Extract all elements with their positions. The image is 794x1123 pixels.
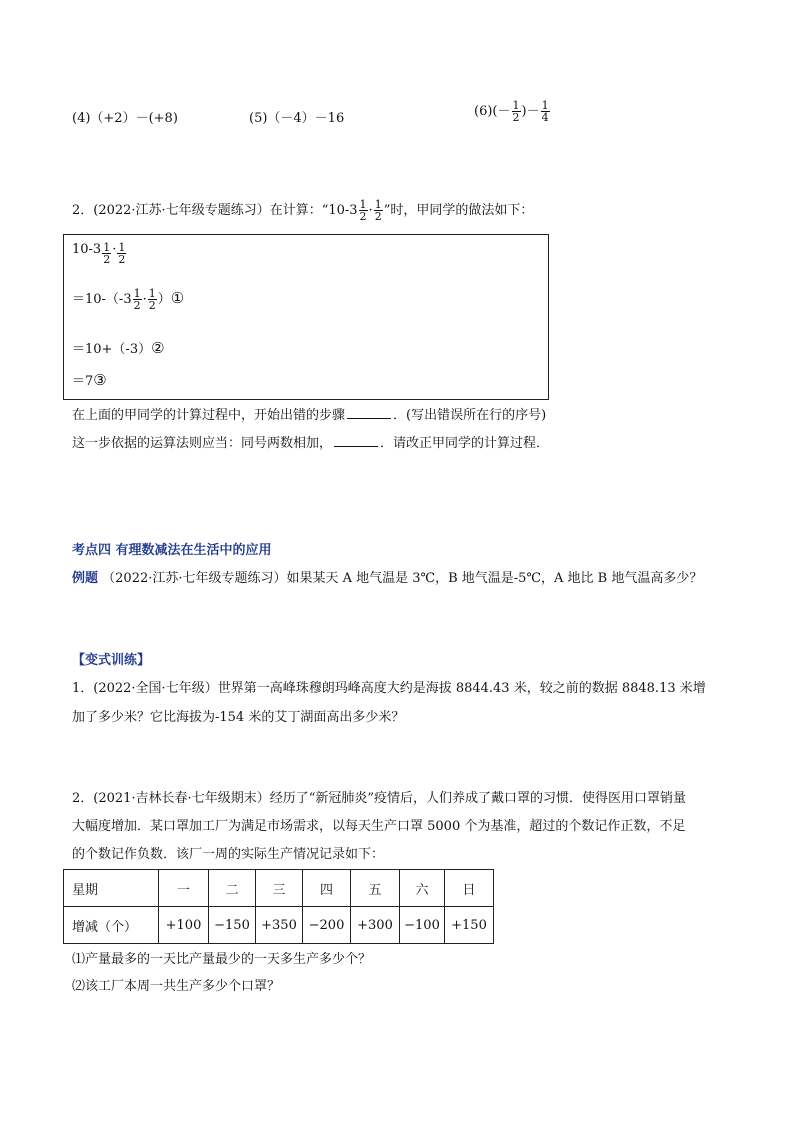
step-1-fraction-2: $\frac{1}{2}$ (148, 287, 156, 312)
sub-question-2: ⑵该工厂本周一共生产多少个口罩？ (72, 979, 281, 994)
table-day: 五 (351, 870, 400, 907)
question-2-fraction-2: $\frac{1}{2}$ (374, 198, 382, 223)
step-2: ＝10+（-3）② (72, 339, 165, 357)
variant-q2-line-2: 大幅度增加．某口罩加工厂为满足市场需求，以每天生产口罩 5000 个为基准，超过的个数记作正数，不足 (72, 819, 686, 834)
section-4-heading: 考点四 有理数减法在生活中的应用 (72, 543, 272, 558)
problem-6 (474, 100, 551, 123)
table-day: 三 (256, 870, 303, 907)
table-value: +100 (159, 907, 209, 944)
question-2-line-1: 在上面的甲同学的计算过程中，开始出错的步骤 ．(写出错误所在行的序号) (72, 408, 547, 423)
problem-6-mid: )－ (521, 104, 540, 119)
question-2-intro: 2．(2022·江苏·七年级专题练习）在计算：“10-3 $\frac{1}{2}$ · $\frac{1}{2}$ ”时，甲同学的做法如下： (72, 198, 534, 223)
variant-q1-line-2: 加了多少米？它比海拔为-154 米的艾丁湖面高出多少米？ (72, 710, 405, 725)
question-2-tail: ”时，甲同学的做法如下： (383, 203, 534, 218)
problem-5: (5)（－4）－16 (249, 111, 345, 126)
problem-6-fraction-1: $\frac{1}{2}$ (512, 99, 520, 124)
step-3: ＝7③ (72, 371, 107, 389)
table-day: 四 (303, 870, 351, 907)
table-value: −100 (400, 907, 445, 944)
table-value: +150 (445, 907, 494, 944)
example-label: 例题 (72, 571, 99, 586)
production-table (63, 869, 494, 944)
table-value: −150 (209, 907, 256, 944)
step-1-fraction: $\frac{1}{2}$ (133, 287, 141, 312)
table-day: 一 (159, 870, 209, 907)
variant-q1-line-1: 1．(2022·全国·七年级）世界第一高峰珠穆朗玛峰高度大约是海拔 8844.43 米，较之前的数据 8848.13 米增 (72, 681, 706, 696)
table-row-label: 增减（个） (64, 907, 159, 944)
variant-q2-line-3: 的个数记作负数．该厂一周的实际生产情况记录如下： (72, 847, 385, 862)
step-0-fraction-2: $\frac{1}{2}$ (118, 241, 126, 266)
step-0: 10-3 $\frac{1}{2}$ · $\frac{1}{2}$ (72, 241, 126, 266)
step-3-marker: ③ (93, 371, 107, 389)
answer-blank-1[interactable] (347, 406, 391, 419)
example-text: （2022·江苏·七年级专题练习）如果某天 A 地气温是 3℃，B 地气温是-5℃，A 地比 B 地气温高多少？ (102, 571, 703, 586)
problem-4: (4)（+2）－(+8) (72, 111, 178, 126)
table-header-label: 星期 (64, 870, 159, 907)
table-value: −200 (303, 907, 351, 944)
table-header-row (64, 870, 494, 907)
table-value: +350 (256, 907, 303, 944)
question-2-lead: 2．(2022·江苏·七年级专题练习）在计算：“10-3 (72, 203, 358, 218)
table-day: 日 (445, 870, 494, 907)
variant-q2-line-1: 2．(2021·吉林长春·七年级期末）经历了“新冠肺炎”疫情后，人们养成了戴口罩的习惯．使得医用口罩销量 (72, 791, 686, 806)
example-line (72, 567, 702, 586)
table-value: +300 (351, 907, 400, 944)
problem-6-fraction-2: $\frac{1}{4}$ (541, 99, 549, 124)
answer-blank-2[interactable] (334, 434, 378, 447)
variant-heading: 【变式训练】 (72, 653, 151, 668)
step-2-marker: ② (151, 339, 165, 357)
table-day: 二 (209, 870, 256, 907)
question-2-line-2: 这一步依据的运算法则应当：同号两数相加， ．请改正甲同学的计算过程． (72, 436, 550, 451)
problem-6-prefix: (6)(－ (474, 104, 511, 119)
step-1: ＝10-（-3 $\frac{1}{2}$ · $\frac{1}{2}$ ）① (72, 287, 185, 312)
step-0-fraction: $\frac{1}{2}$ (103, 241, 111, 266)
sub-question-1: ⑴产量最多的一天比产量最少的一天多生产多少个？ (72, 952, 372, 967)
step-1-marker: ① (170, 289, 185, 307)
table-value-row (64, 907, 494, 944)
question-2-fraction-1: $\frac{1}{2}$ (359, 198, 367, 223)
table-day: 六 (400, 870, 445, 907)
solution-box (63, 234, 549, 400)
